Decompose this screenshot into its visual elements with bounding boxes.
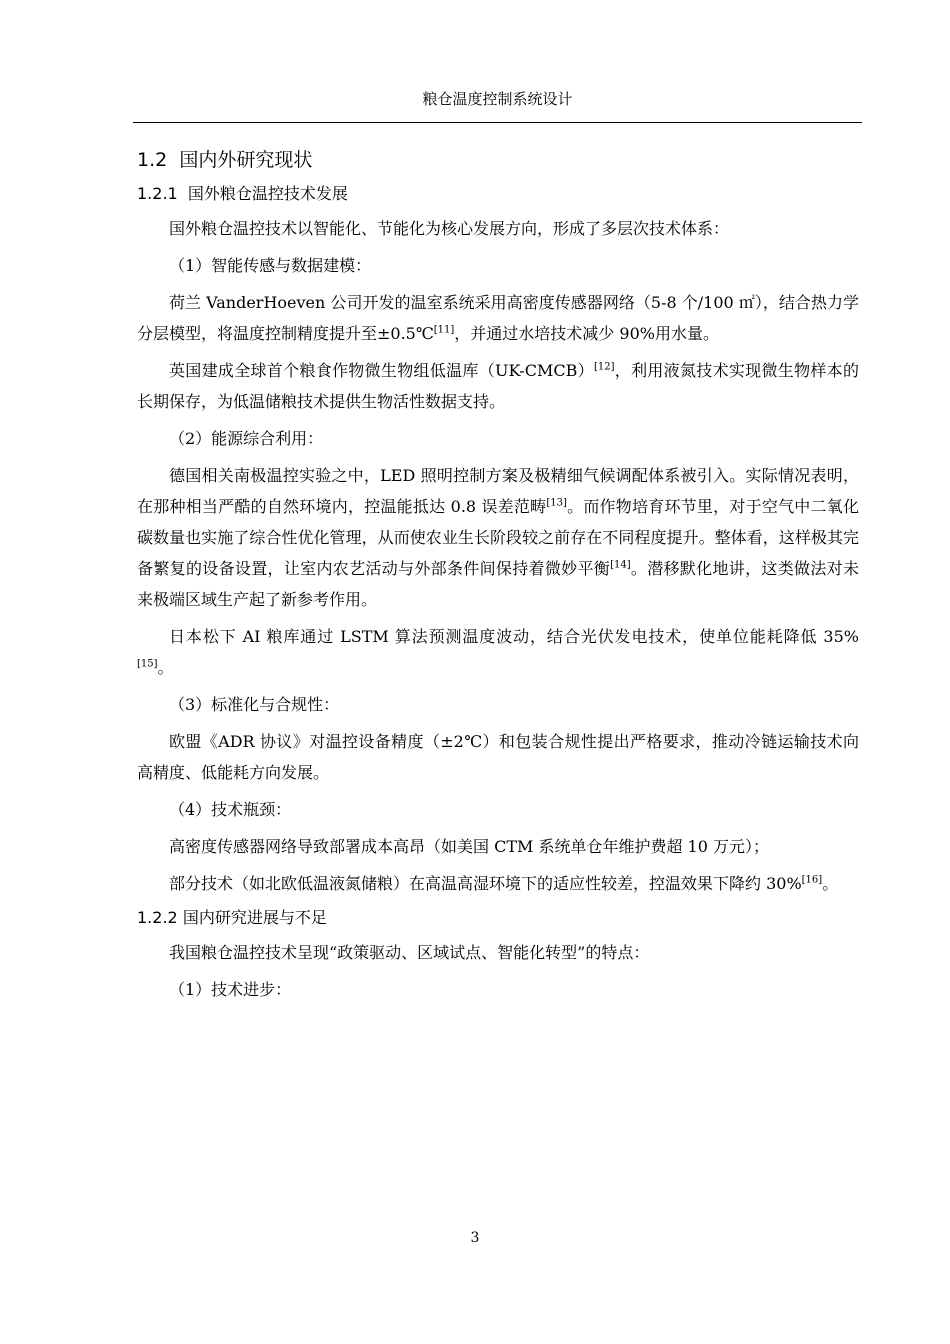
- citation: [14]: [610, 559, 631, 571]
- citation: [12]: [593, 361, 615, 373]
- subsection-heading-1: [137, 181, 859, 207]
- page-content: [137, 145, 859, 1011]
- subsection-title: 国内研究进展与不足: [182, 908, 327, 927]
- subsection-heading-2: [137, 905, 859, 931]
- section-heading: [137, 145, 859, 175]
- page-number: 3: [470, 1230, 480, 1246]
- paragraph-germany: 德国相关南极温控实验之中，LED 照明控制方案及极精细气候调配体系被引入。实际情况表明，在那种相当严酷的自然环境内，控温能抵达 0.8 误差范畴[13]。而作物培育环节里，对于空气中二氧化碳数量也实施了综合性优化管理，从而使农业生长阶段较之前存在不同程度提升。整体看，这样极其完备繁复的设备设置，让室内农艺活动与外部条件间保持着微妙平衡[14]。潜移默化地讲，这类做法对未来极端区域生产起了新参考作用。: [137, 466, 859, 609]
- paragraph-bottleneck-1: 高密度传感器网络导致部署成本高昂（如美国 CTM 系统单仓年维护费超 10 万元）；: [169, 837, 770, 856]
- list-heading-2: （2）能源综合利用：: [169, 429, 324, 448]
- section-title: 国内外研究现状: [179, 149, 313, 171]
- subsection-number: 1.2.1: [137, 184, 178, 203]
- header-rule: [133, 122, 862, 123]
- list-heading-1: （1）智能传感与数据建模：: [169, 256, 372, 275]
- list-heading-4: （4）技术瓶颈：: [169, 800, 292, 819]
- paragraph-netherlands: 荷兰 VanderHoeven 公司开发的温室系统采用高密度传感器网络（5-8 个/100 ㎡），结合热力学分层模型，将温度控制精度提升至±0.5℃[11]，并通过水培技术减少 90%用水量。: [137, 293, 859, 343]
- citation: [16]: [801, 874, 823, 886]
- running-header: 粮仓温度控制系统设计: [422, 90, 573, 108]
- list-heading-5: （1）技术进步：: [169, 980, 292, 999]
- citation: [13]: [546, 497, 567, 509]
- subsection-number: 1.2.2: [137, 908, 178, 927]
- list-heading-3: （3）标准化与合规性：: [169, 695, 340, 714]
- paragraph-eu: 欧盟《ADR 协议》对温控设备精度（±2℃）和包装合规性提出严格要求，推动冷链运输技术向高精度、低能耗方向发展。: [137, 732, 859, 782]
- paragraph-intro: 国外粮仓温控技术以智能化、节能化为核心发展方向，形成了多层次技术体系：: [169, 219, 730, 238]
- paragraph-japan: 日本松下 AI 粮库通过 LSTM 算法预测温度波动，结合光伏发电技术，使单位能耗降低 35%[15]。: [137, 627, 859, 677]
- citation: [11]: [433, 324, 455, 336]
- citation: [15]: [137, 658, 158, 670]
- paragraph-uk: 英国建成全球首个粮食作物微生物组低温库（UK-CMCB）[12]，利用液氮技术实现微生物样本的长期保存，为低温储粮技术提供生物活性数据支持。: [137, 361, 859, 411]
- paragraph-domestic-intro: 我国粮仓温控技术呈现“政策驱动、区域试点、智能化转型”的特点：: [169, 943, 650, 962]
- subsection-title: 国外粮仓温控技术发展: [187, 184, 348, 203]
- section-number: 1.2: [137, 149, 168, 171]
- paragraph-bottleneck-2: 部分技术（如北欧低温液氮储粮）在高温高湿环境下的适应性较差，控温效果下降约 30%[16]。: [169, 874, 839, 893]
